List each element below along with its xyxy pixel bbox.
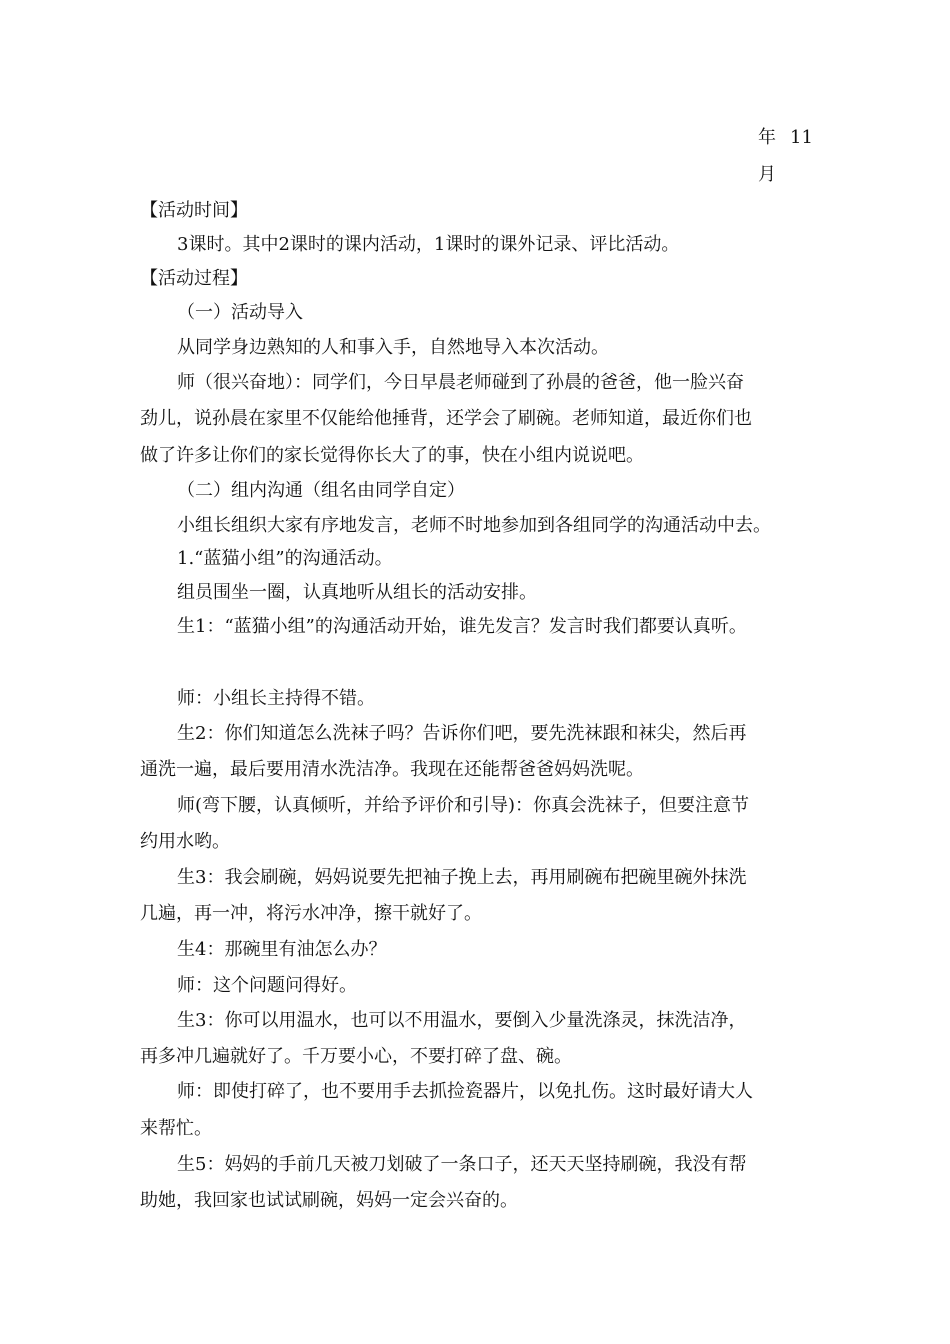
paragraph-line: 3课时。其中2课时的课内活动，1课时的课外记录、评比活动。 bbox=[177, 234, 680, 255]
paragraph-line: 组员围坐一圈，认真地听从组长的活动安排。 bbox=[177, 582, 537, 603]
paragraph-line: 生5：妈妈的手前几天被刀划破了一条口子，还天天坚持刷碗，我没有帮 bbox=[177, 1154, 747, 1175]
paragraph-line: 师：即使打碎了，也不要用手去抓捡瓷器片，以免扎伤。这时最好请大人 bbox=[177, 1081, 753, 1102]
date-number: 11 bbox=[790, 127, 813, 148]
paragraph-line: 生4：那碗里有油怎么办？ bbox=[177, 939, 387, 960]
paragraph-line: 师：这个问题问得好。 bbox=[177, 975, 357, 996]
paragraph-line: 劲儿，说孙晨在家里不仅能给他捶背，还学会了刷碗。老师知道，最近你们也 bbox=[140, 408, 752, 429]
paragraph-line: 生2：你们知道怎么洗袜子吗？告诉你们吧，要先洗袜跟和袜尖，然后再 bbox=[177, 723, 747, 744]
paragraph-line: 做了许多让你们的家长觉得你长大了的事，快在小组内说说吧。 bbox=[140, 445, 644, 466]
paragraph-line: 小组长组织大家有序地发言，老师不时地参加到各组同学的沟通活动中去。 bbox=[177, 515, 771, 536]
paragraph-line: 助她，我回家也试试刷碗，妈妈一定会兴奋的。 bbox=[140, 1190, 518, 1211]
date-month-char: 月 bbox=[758, 164, 776, 185]
subsection-heading: （一）活动导入 bbox=[177, 302, 303, 323]
paragraph-line: 师(弯下腰，认真倾听，并给予评价和引导)：你真会洗袜子，但要注意节 bbox=[177, 795, 750, 816]
section-heading-time: 【活动时间】 bbox=[140, 200, 248, 221]
date-year-char: 年 bbox=[758, 127, 776, 148]
paragraph-line: 生3：你可以用温水，也可以不用温水，要倒入少量洗涤灵，抹洗洁净， bbox=[177, 1010, 747, 1031]
paragraph-line: 再多冲几遍就好了。千万要小心，不要打碎了盘、碗。 bbox=[140, 1046, 572, 1067]
paragraph-line: 1.“蓝猫小组”的沟通活动。 bbox=[177, 548, 393, 569]
paragraph-line: 生1：“蓝猫小组”的沟通活动开始，谁先发言？发言时我们都要认真听。 bbox=[177, 616, 747, 637]
paragraph-line: 通洗一遍，最后要用清水洗洁净。我现在还能帮爸爸妈妈洗呢。 bbox=[140, 759, 644, 780]
paragraph-line: 来帮忙。 bbox=[140, 1118, 212, 1139]
paragraph-line: 约用水哟。 bbox=[140, 831, 230, 852]
paragraph-line: 从同学身边熟知的人和事入手，自然地导入本次活动。 bbox=[177, 337, 609, 358]
paragraph-line: 生3：我会刷碗，妈妈说要先把袖子挽上去，再用刷碗布把碗里碗外抹洗 bbox=[177, 867, 747, 888]
paragraph-line: 师：小组长主持得不错。 bbox=[177, 688, 375, 709]
paragraph-line: 几遍，再一冲，将污水冲净，擦干就好了。 bbox=[140, 903, 482, 924]
paragraph-line: 师（很兴奋地）：同学们，今日早晨老师碰到了孙晨的爸爸，他一脸兴奋 bbox=[177, 372, 744, 393]
subsection-heading: （二）组内沟通（组名由同学自定） bbox=[177, 480, 465, 501]
section-heading-process: 【活动过程】 bbox=[140, 268, 248, 289]
